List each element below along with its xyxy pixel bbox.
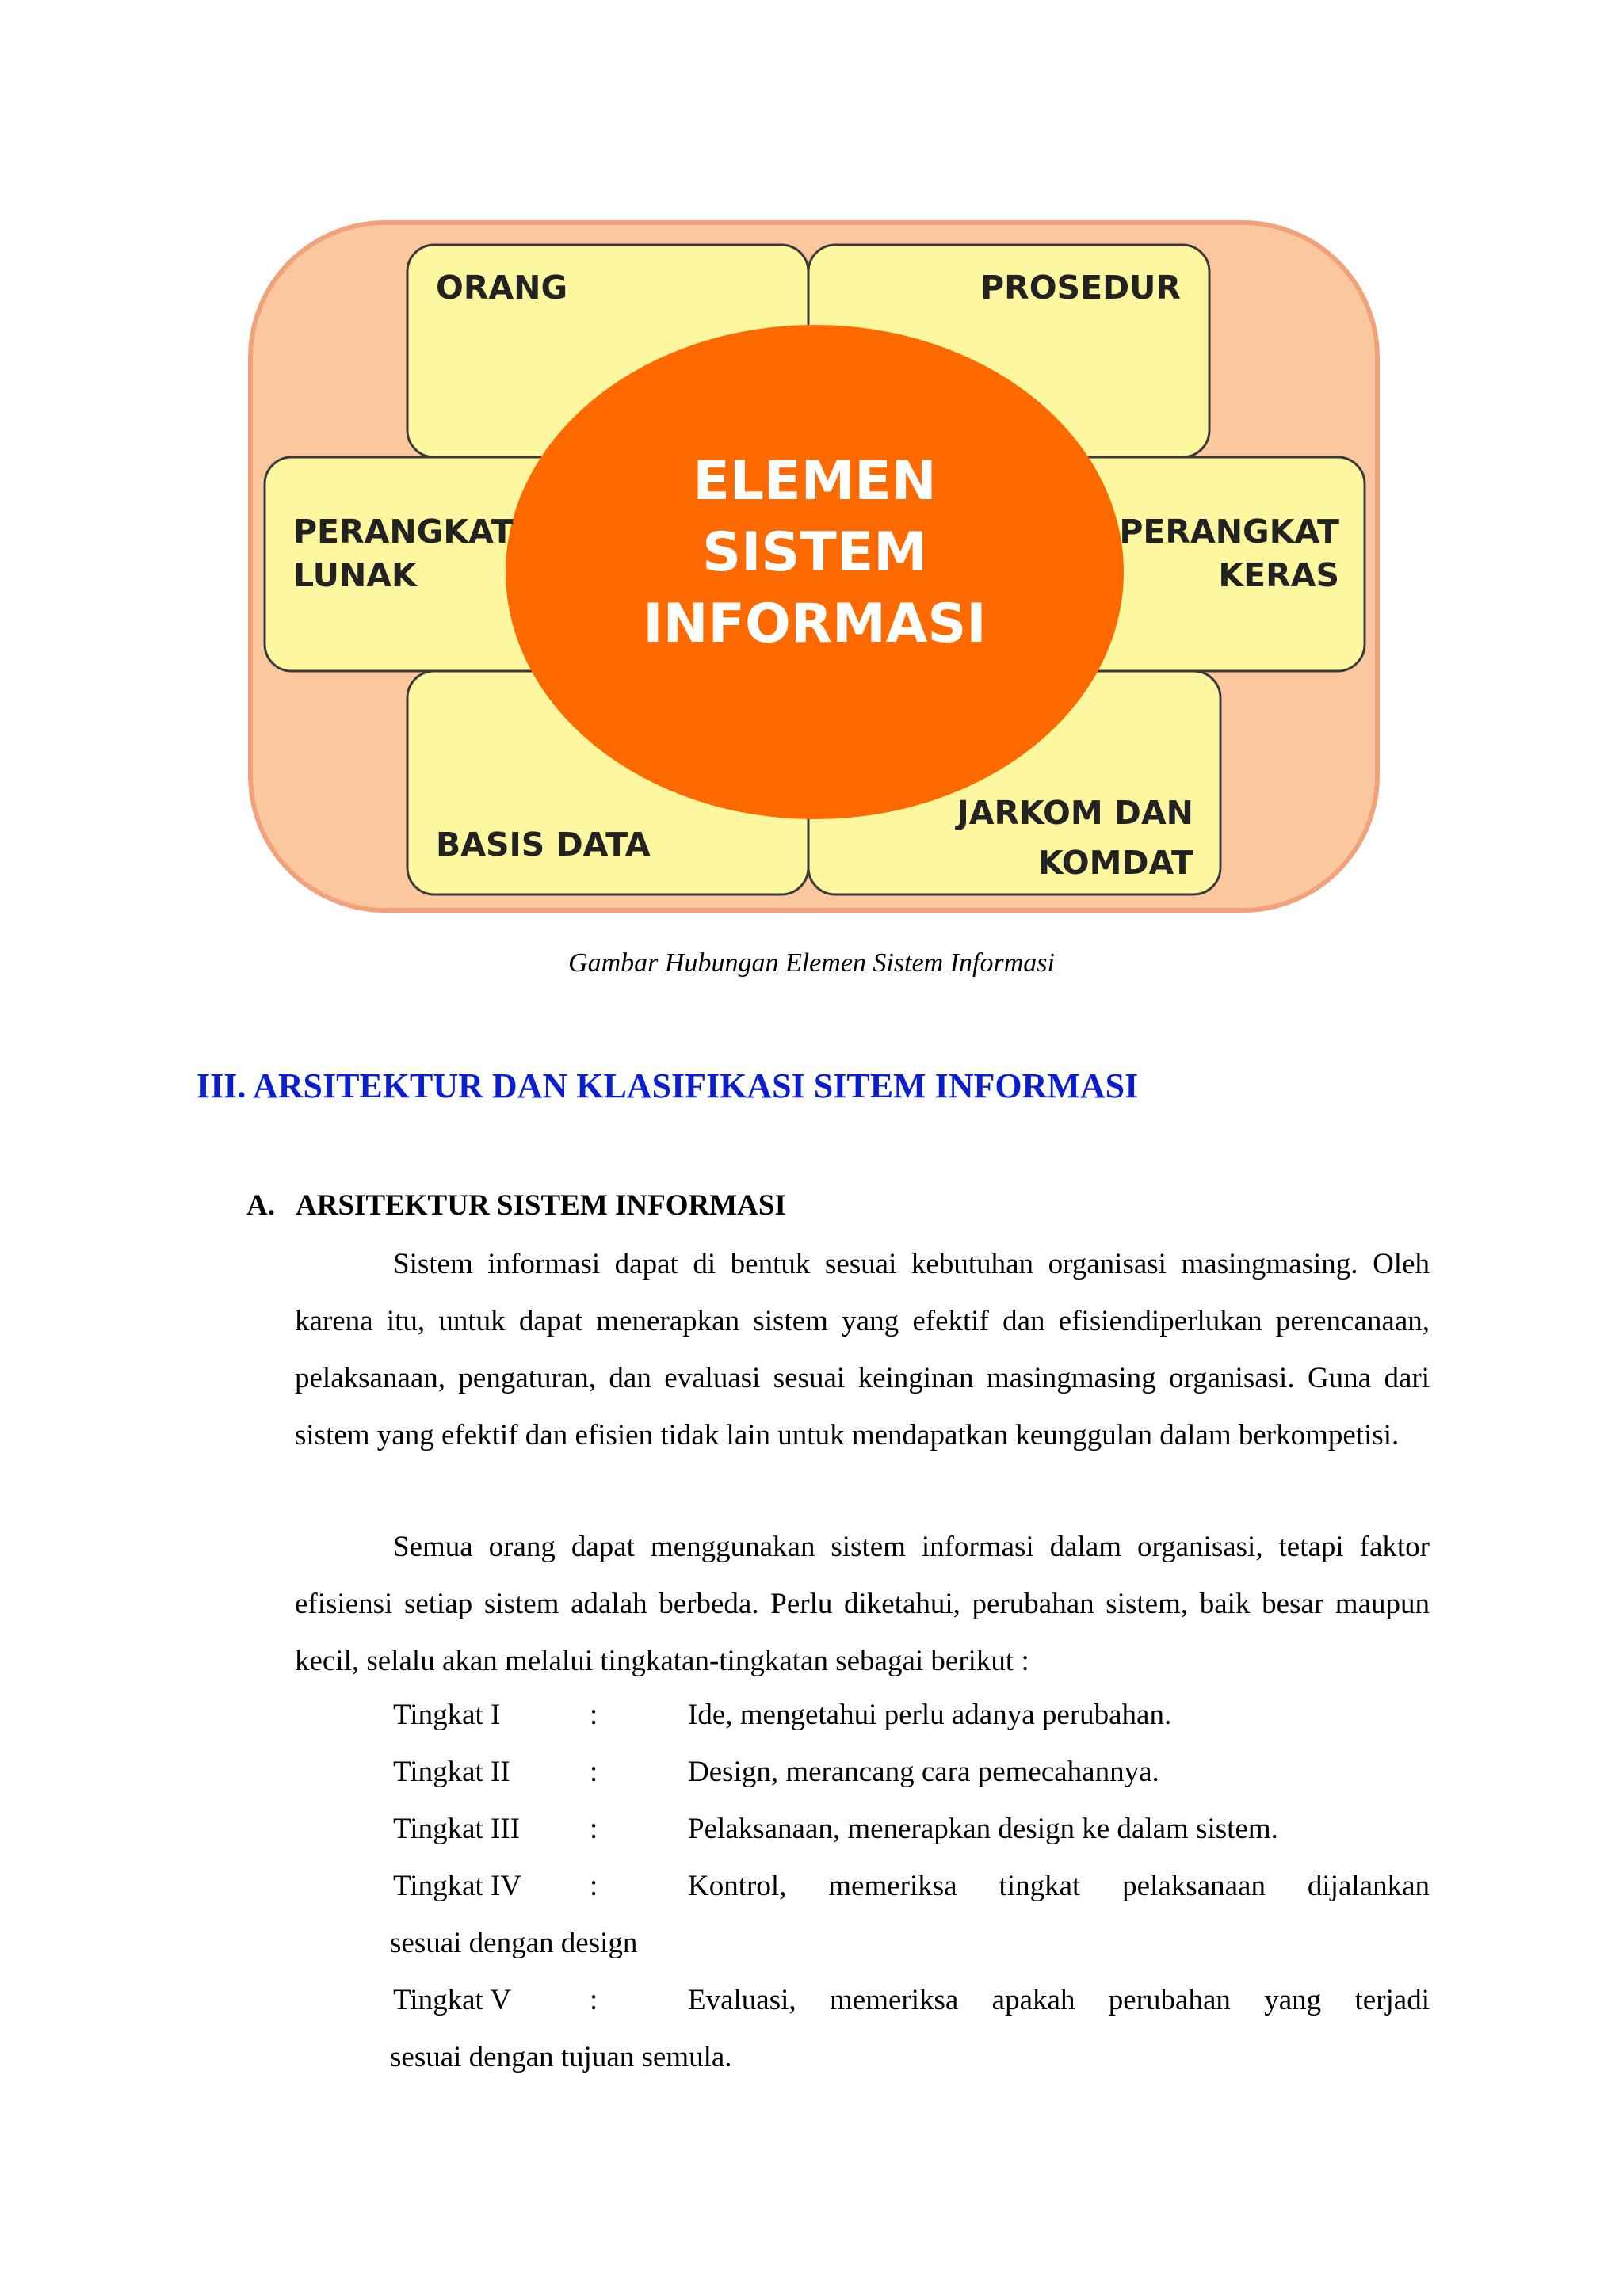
label-jarkom-line1: JARKOM DAN xyxy=(957,794,1193,832)
stage-label: Tingkat I xyxy=(393,1699,501,1731)
stage-label: Tingkat III xyxy=(393,1813,520,1845)
stage-colon: : xyxy=(590,1870,598,1902)
stage-item-1 xyxy=(393,1687,1430,1744)
stage-description-continued: sesuai dengan design xyxy=(390,1927,638,1959)
paragraph-2: Semua orang dapat menggunakan sistem informasi dalam organisasi, tetapi faktor efisiensi setiap sistem adalah berbeda. Perlu diketahui, perubahan sistem, baik besar maupun kecil, selalu akan melalui tingkatan-tingkatan sebagai berikut : xyxy=(295,1531,1430,1677)
label-jarkom-line2: KOMDAT xyxy=(1037,844,1193,882)
label-perangkat-lunak-line1: PERANGKAT xyxy=(293,513,514,551)
stage-item-3 xyxy=(393,1801,1430,1858)
stage-label: Tingkat V xyxy=(393,1984,512,2016)
stage-description: Ide, mengetahui perlu adanya perubahan. xyxy=(688,1699,1172,1731)
label-orang: ORANG xyxy=(436,269,568,307)
center-label-line1: ELEMEN xyxy=(693,450,937,513)
stage-description: Pelaksanaan, menerapkan design ke dalam sistem. xyxy=(688,1813,1278,1845)
paragraph-1: Sistem informasi dapat di bentuk sesuai kebutuhan organisasi masingmasing. Oleh karena itu, untuk dapat menerapkan sistem yang efektif dan efisiendiperlukan perencanaan, pelaksanaan, pengaturan, dan evaluasi sesuai keinginan masingmasing organisasi. Guna dari sistem yang efektif dan efisien tidak lain untuk mendapatkan keunggulan dalam berkompetisi. xyxy=(295,1248,1430,1451)
label-perangkat-lunak-line2: LUNAK xyxy=(293,556,417,594)
center-label-line3: INFORMASI xyxy=(643,593,987,655)
subsection-number: A. xyxy=(246,1189,275,1222)
label-prosedur: PROSEDUR xyxy=(980,269,1181,307)
stage-label: Tingkat II xyxy=(393,1756,510,1788)
stage-description: Design, merancang cara pemecahannya. xyxy=(688,1756,1159,1788)
stage-colon: : xyxy=(590,1756,598,1788)
stage-item-5 xyxy=(390,1972,1430,2086)
subsection-title: ARSITEKTUR SISTEM INFORMASI xyxy=(296,1189,786,1222)
subsection-heading xyxy=(246,1188,786,1222)
stage-colon: : xyxy=(590,1813,598,1845)
stage-label: Tingkat IV xyxy=(393,1870,522,1902)
stage-item-2 xyxy=(393,1744,1430,1801)
stage-colon: : xyxy=(590,1699,598,1731)
stage-description: Evaluasi, memeriksa apakah perubahan yang terjadi xyxy=(688,1984,1430,2016)
label-perangkat-keras-line1: PERANGKAT xyxy=(1119,513,1339,551)
stage-colon: : xyxy=(590,1984,598,2016)
stage-description: Kontrol, memeriksa tingkat pelaksanaan dijalankan xyxy=(688,1870,1430,1902)
section-heading: III. ARSITEKTUR DAN KLASIFIKASI SITEM INFORMASI xyxy=(197,1066,1139,1105)
element-diagram xyxy=(246,218,1382,915)
stage-description-continued: sesuai dengan tujuan semula. xyxy=(390,2041,732,2073)
stage-item-4 xyxy=(390,1858,1430,1972)
center-label-line2: SISTEM xyxy=(702,521,927,584)
label-perangkat-keras-line2: KERAS xyxy=(1218,556,1339,594)
diagram-svg xyxy=(246,218,1382,915)
label-basis-data: BASIS DATA xyxy=(436,826,651,864)
figure-caption: Gambar Hubungan Elemen Sistem Informasi xyxy=(568,948,1055,978)
